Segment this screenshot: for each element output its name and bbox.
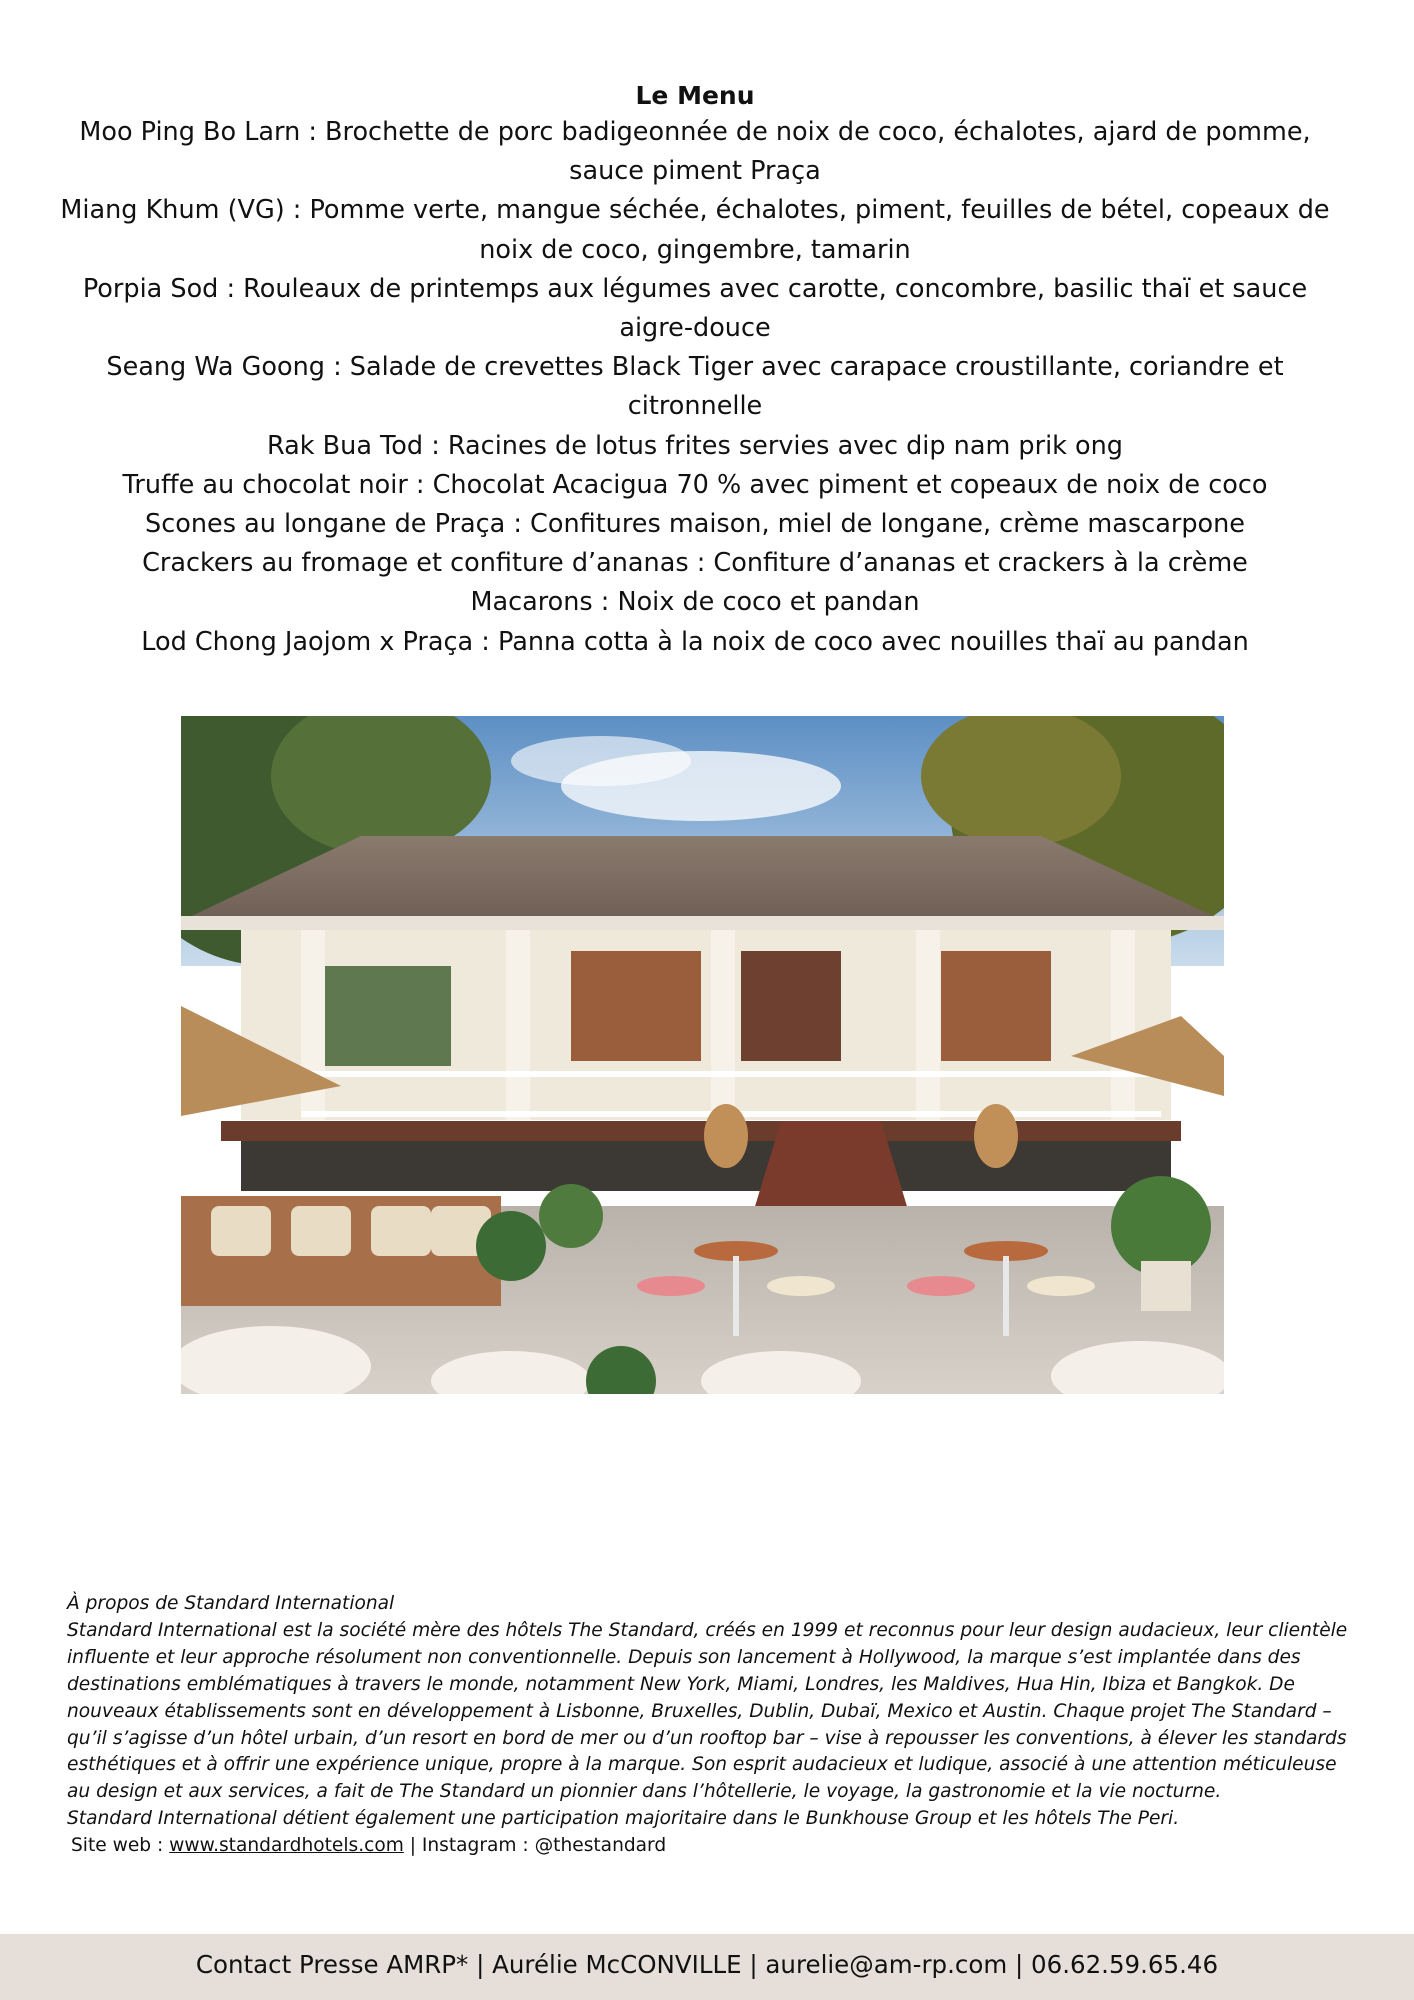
menu-item: Seang Wa Goong : Salade de crevettes Black Tiger avec carapace croustillante, coriandre et citronnelle bbox=[106, 352, 1284, 422]
menu-item: Porpia Sod : Rouleaux de printemps aux légumes avec carotte, concombre, basilic thaï et sauce aigre-douce bbox=[82, 273, 1308, 344]
website-link[interactable]: www.standardhotels.com bbox=[169, 1835, 404, 1857]
about-heading: À propos de Standard International bbox=[67, 1593, 395, 1614]
about-paragraph: Standard International détient également une participation majoritaire dans le Bunkhouse Group et les hôtels The Peri. bbox=[67, 1808, 1180, 1830]
menu-item: Truffe au chocolat noir : Chocolat Acacigua 70 % avec piment et copeaux de noix de coco bbox=[122, 469, 1268, 500]
press-contact-text: Contact Presse AMRP* | Aurélie McCONVILLE | aurelie@am-rp.com | 06.62.59.65.46 bbox=[195, 1950, 1219, 1979]
terrace-illustration bbox=[181, 716, 1224, 1394]
menu-item: Rak Bua Tod : Racines de lotus frites servies avec dip nam prik ong bbox=[267, 430, 1123, 461]
menu-item: Moo Ping Bo Larn : Brochette de porc badigeonnée de noix de coco, échalotes, ajard de pomme, sauce piment Praça bbox=[79, 117, 1311, 187]
menu-item: Miang Khum (VG) : Pomme verte, mangue séchée, échalotes, piment, feuilles de bétel, copeaux de noix de coco, gingembre, tamarin bbox=[60, 195, 1330, 265]
menu-item: Macarons : Noix de coco et pandan bbox=[470, 587, 920, 618]
menu-item: Scones au longane de Praça : Confitures maison, miel de longane, crème mascarpone bbox=[145, 509, 1245, 540]
menu-item: Crackers au fromage et confiture d’ananas : Confiture d’ananas et crackers à la crème bbox=[142, 548, 1248, 579]
menu-item: Lod Chong Jaojom x Praça : Panna cotta à la noix de coco avec nouilles thaï au pandan bbox=[141, 626, 1249, 657]
about-paragraph: Standard International est la société mère des hôtels The Standard, créés en 1999 et reconnus pour leur design audacieux, leur clientèle influente et leur approche résolument non conventionnelle. Depuis son lancement à Hollywood, la marque s’est implantée dans des destinations emblématiques à travers le monde, notamment New York, Miami, Londres, les Maldives, Hua Hin, Ibiza et Bangkok. De nouveaux établissements sont en développement à Lisbonne, Bruxelles, Dublin, Dubaï, Mexico et Austin. Chaque projet The Standard – qu’il s’agisse d’un hôtel urbain, d’un resort en bord de mer ou d’un rooftop bar – vise à repousser les conventions, à élever les standards esthétiques et à offrir une expérience unique, propre à la marque. Son esprit audacieux et ludique, associé à une attention méticuleuse au design et aux services, a fait de The Standard un pionnier dans l’hôtellerie, le voyage, la gastronomie et la vie nocturne. bbox=[67, 1619, 1348, 1803]
press-contact-footer bbox=[0, 1934, 1414, 2000]
web-label: Site web : bbox=[71, 1835, 170, 1857]
instagram-info: | Instagram : @thestandard bbox=[403, 1835, 667, 1857]
menu-section bbox=[60, 78, 1330, 662]
web-info-line bbox=[67, 1833, 1352, 1860]
restaurant-terrace-photo bbox=[181, 716, 1224, 1394]
menu-title: Le Menu bbox=[635, 81, 755, 110]
about-section bbox=[67, 1591, 1352, 1860]
